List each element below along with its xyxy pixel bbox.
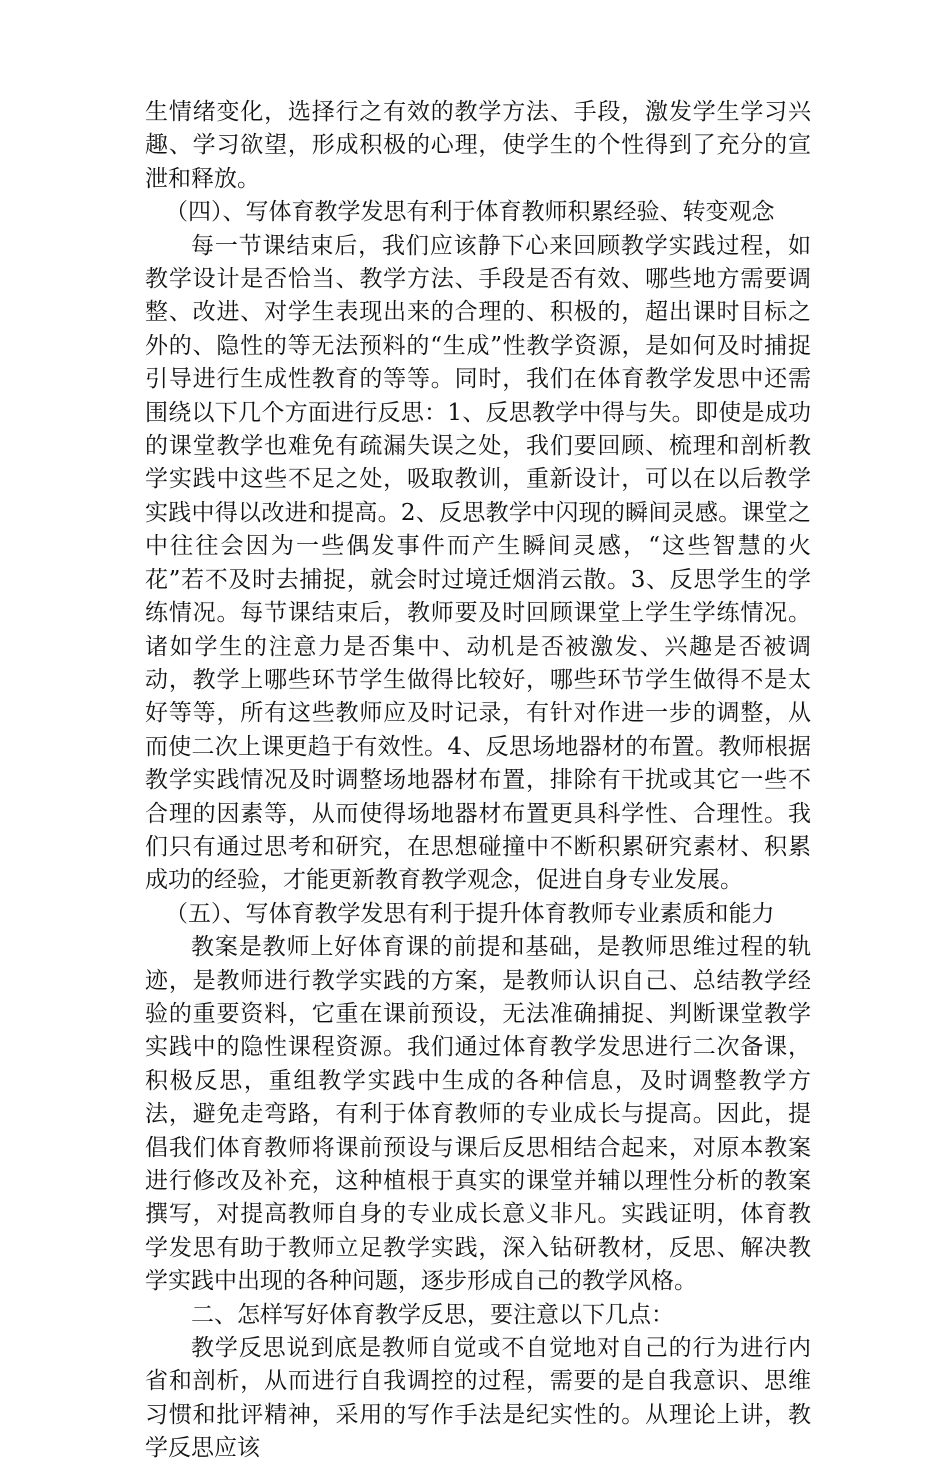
paragraph-reflection-aspects: 每一节课结束后，我们应该静下心来回顾教学实践过程，如教学设计是否恰当、教学方法、手段是否有效、哪些地方需要调整、改进、对学生表现出来的合理的、积极的，超出课时目标之外的、隐性的等无法预料的“生成”性教学资源，是如何及时捕捉引导进行生成性教育的等等。同时，我们在体育教学发思中还需围绕以下几个方面进行反思：1、反思教学中得与失。即使是成功的课堂教学也难免有疏漏失误之处，我们要回顾、梳理和剖析教学实践中这些不足之处，吸取教训，重新设计，可以在以后教学实践中得以改进和提高。2、反思教学中闪现的瞬间灵感。课堂之中往往会因为一些偶发事件而产生瞬间灵感，“这些智慧的火花”若不及时去捕捉，就会时过境迁烟消云散。3、反思学生的学练情况。每节课结束后，教师要及时回顾课堂上学生学练情况。诸如学生的注意力是否集中、动机是否被激发、兴趣是否被调动，教学上哪些环节学生做得比较好，哪些环节学生做得不是太好等等，所有这些教师应及时记录，有针对作进一步的调整，从而使二次上课更趋于有效性。4、反思场地器材的布置。教师根据教学实践情况及时调整场地器材布置，排除有干扰或其它一些不合理的因素等，从而使得场地器材布置更具科学性、合理性。我们只有通过思考和研究，在思想碰撞中不断积累研究素材、积累成功的经验，才能更新教育教学观念，促进自身专业发展。 <box>145 232 811 894</box>
document-page <box>145 96 811 1466</box>
paragraph-continuation: 生情绪变化，选择行之有效的教学方法、手段，激发学生学习兴趣、学习欲望，形成积极的心理，使学生的个性得到了充分的宣泄和释放。 <box>145 99 811 192</box>
paragraph-teaching-reflection: 教学反思说到底是教师自觉或不自觉地对自己的行为进行内省和剖析，从而进行自我调控的过程，需要的是自我意识、思维习惯和批评精神，采用的写作手法是纪实性的。从理论上讲，教学反思应该 <box>145 1335 811 1462</box>
section-heading-how-to-write: 二、怎样写好体育教学反思，要注意以下几点： <box>191 1301 674 1328</box>
section-heading-4: （四）、写体育教学发思有利于体育教师积累经验、转变观念 <box>165 199 775 226</box>
section-heading-5: （五）、写体育教学发思有利于提升体育教师专业素质和能力 <box>165 900 775 927</box>
paragraph-lesson-plan: 教案是教师上好体育课的前提和基础，是教师思维过程的轨迹，是教师进行教学实践的方案，是教师认识自己、总结教学经验的重要资料，它重在课前预设，无法准确捕捉、判断课堂教学实践中的隐性课程资源。我们通过体育教学发思进行二次备课，积极反思，重组教学实践中生成的各种信息，及时调整教学方法，避免走弯路，有利于体育教师的专业成长与提高。因此，提倡我们体育教师将课前预设与课后反思相结合起来，对原本教案进行修改及补充，这种植根于真实的课堂并辅以理性分析的教案撰写，对提高教师自身的专业成长意义非凡。实践证明，体育教学发思有助于教师立足教学实践，深入钻研教材，反思、解决教学实践中出现的各种问题，逐步形成自己的教学风格。 <box>145 934 811 1295</box>
